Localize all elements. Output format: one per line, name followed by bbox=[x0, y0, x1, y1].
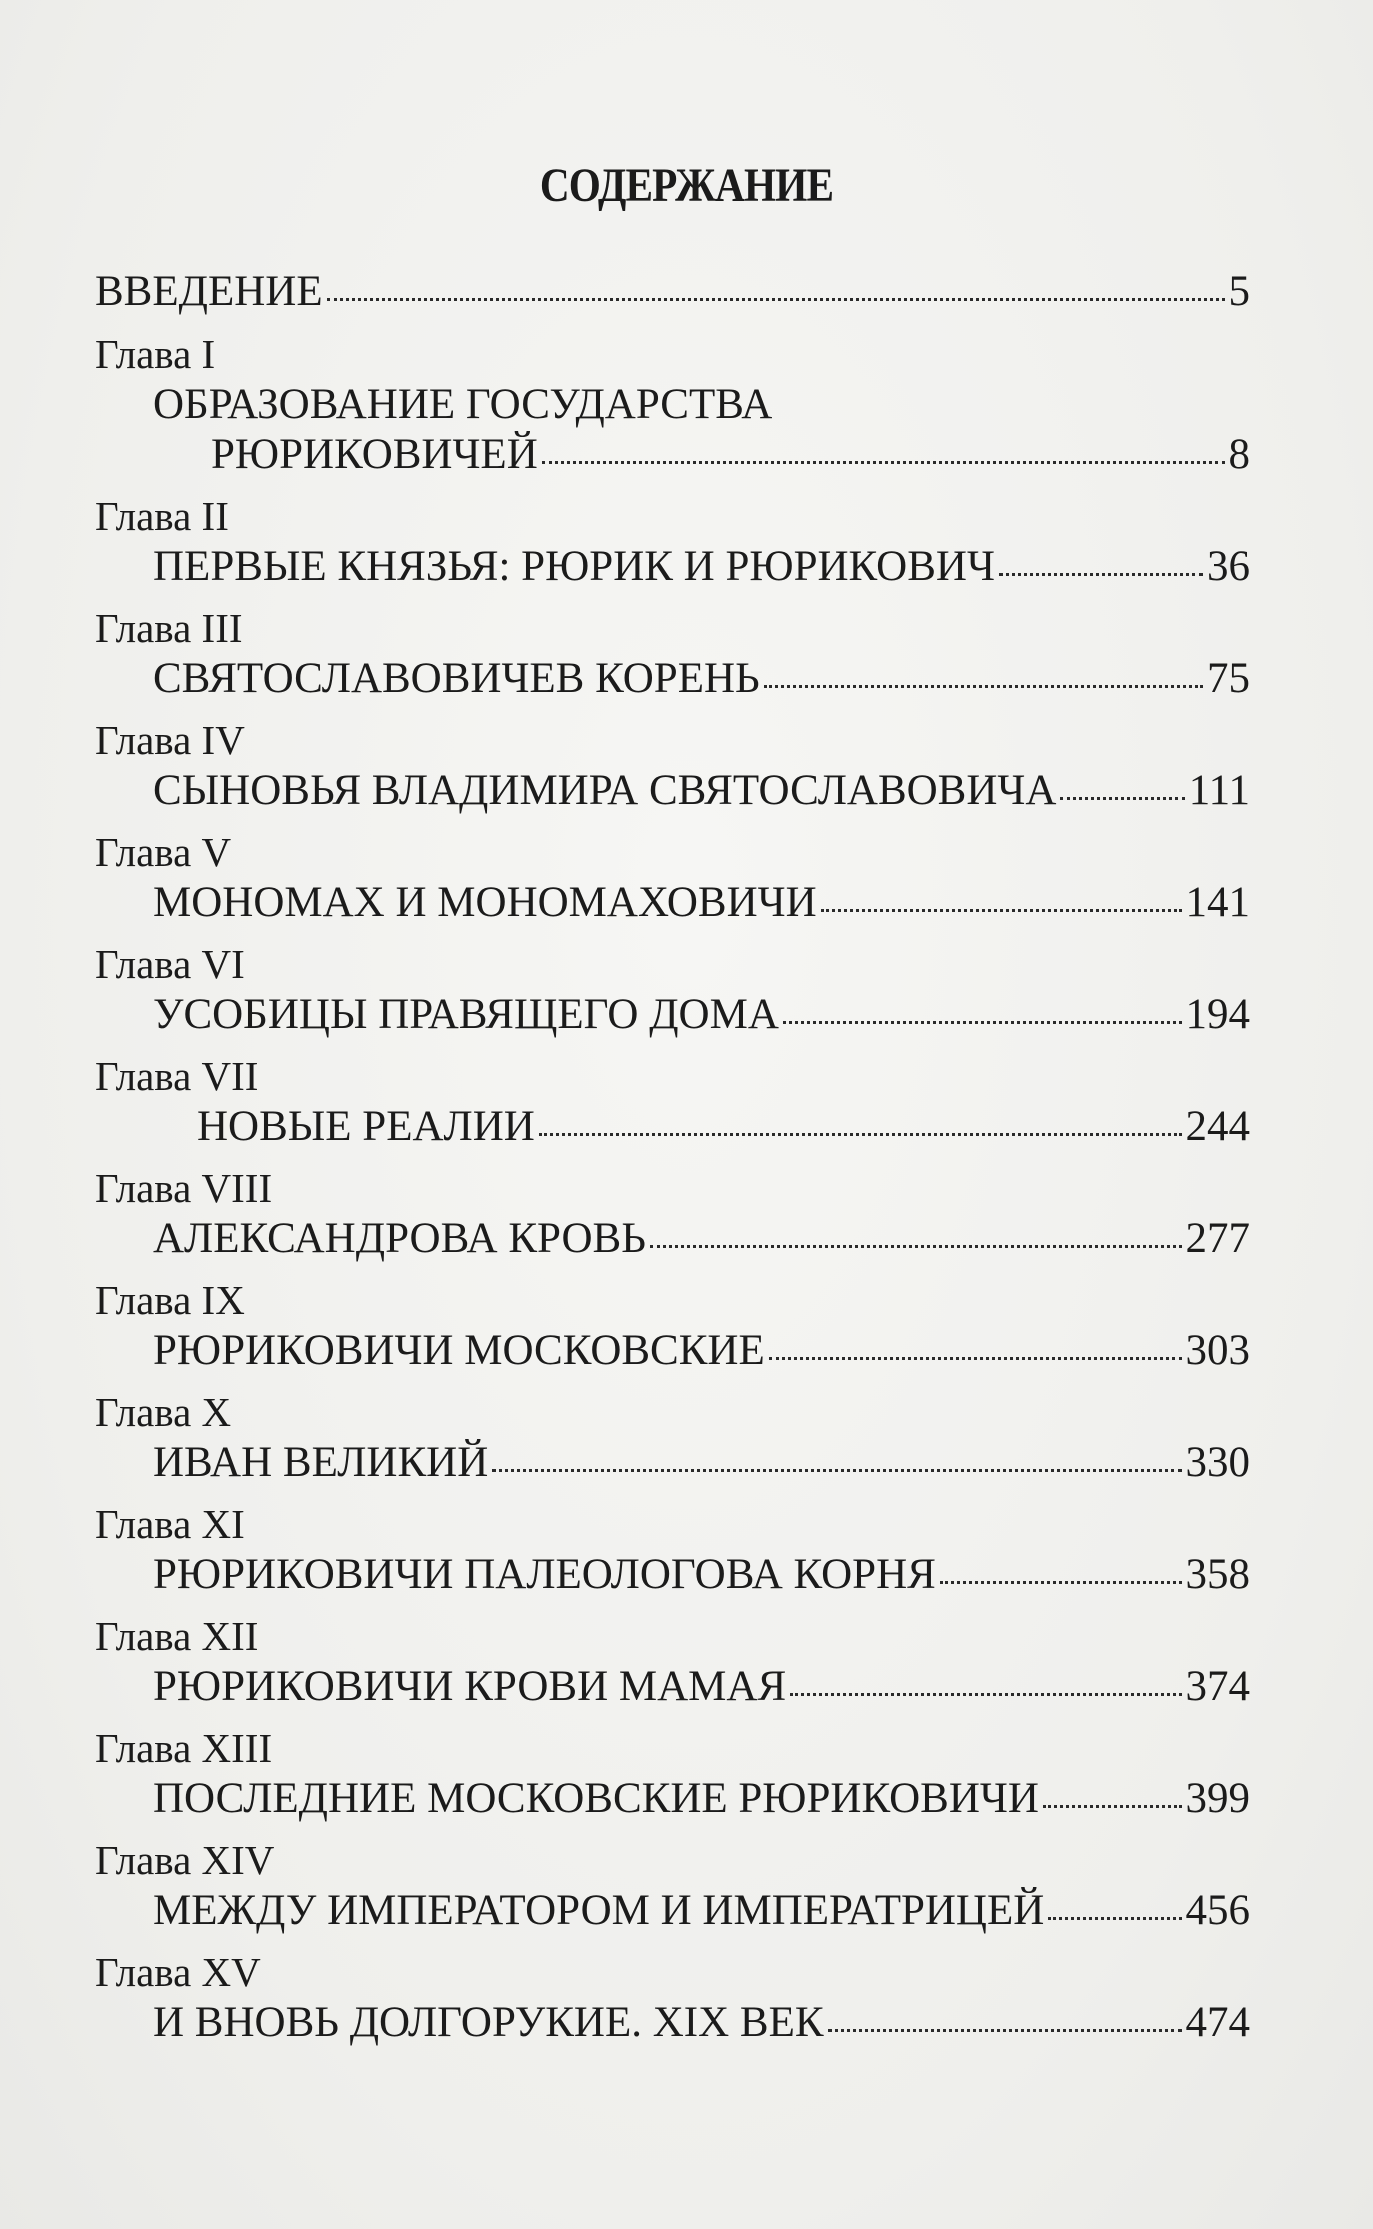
toc-page-number: 36 bbox=[1207, 543, 1250, 590]
toc-entry bbox=[153, 1217, 1250, 1260]
leader-dots bbox=[828, 2029, 1182, 2032]
chapter-label: Глава VIII bbox=[95, 1165, 273, 1211]
toc-entry bbox=[153, 1553, 1250, 1596]
toc-entry-title: МЕЖДУ ИМПЕРАТОРОМ И ИМПЕРАТРИЦЕЙ bbox=[153, 1887, 1045, 1934]
toc-entry bbox=[153, 657, 1250, 700]
leader-dots bbox=[764, 685, 1203, 688]
toc-entry bbox=[153, 1665, 1250, 1708]
toc-entry bbox=[153, 769, 1250, 812]
toc-entry-title: ВВЕДЕНИЕ bbox=[95, 268, 323, 315]
leader-dots bbox=[999, 573, 1203, 576]
toc-page-number: 111 bbox=[1188, 767, 1250, 814]
toc-entry-title: РЮРИКОВИЧИ ПАЛЕОЛОГОВА КОРНЯ bbox=[153, 1551, 936, 1598]
toc-entry-title: УСОБИЦЫ ПРАВЯЩЕГО ДОМА bbox=[153, 991, 779, 1038]
leader-dots bbox=[1048, 1917, 1181, 1920]
chapter-label: Глава XI bbox=[95, 1501, 245, 1547]
toc-page-number: 399 bbox=[1185, 1775, 1250, 1822]
chapter-label: Глава I bbox=[95, 331, 216, 377]
toc-entry-title: ИВАН ВЕЛИКИЙ bbox=[153, 1439, 489, 1486]
toc-page-number: 75 bbox=[1207, 655, 1250, 702]
chapter-label: Глава II bbox=[95, 493, 229, 539]
leader-dots bbox=[769, 1357, 1182, 1360]
toc-entry-title: РЮРИКОВИЧИ КРОВИ МАМАЯ bbox=[153, 1663, 787, 1710]
leader-dots bbox=[1060, 797, 1184, 800]
toc-entry-title: ПЕРВЫЕ КНЯЗЬЯ: РЮРИК И РЮРИКОВИЧ bbox=[153, 543, 995, 590]
leader-dots bbox=[539, 1133, 1182, 1136]
toc-page-number: 194 bbox=[1185, 991, 1250, 1038]
leader-dots bbox=[790, 1693, 1181, 1696]
toc-entry bbox=[211, 433, 1250, 476]
toc-page-number: 5 bbox=[1228, 268, 1250, 315]
toc-entry-title: РЮРИКОВИЧИ МОСКОВСКИЕ bbox=[153, 1327, 765, 1374]
leader-dots bbox=[783, 1021, 1182, 1024]
leader-dots bbox=[542, 461, 1225, 464]
chapter-label: Глава VI bbox=[95, 941, 245, 987]
toc-entry bbox=[153, 2001, 1250, 2044]
toc-entry-title: РЮРИКОВИЧЕЙ bbox=[211, 431, 538, 478]
toc-entry-title: АЛЕКСАНДРОВА КРОВЬ bbox=[153, 1215, 646, 1262]
leader-dots bbox=[1043, 1805, 1182, 1808]
toc-entry-title: СВЯТОСЛАВОВИЧЕВ КОРЕНЬ bbox=[153, 655, 760, 702]
leader-dots bbox=[940, 1581, 1182, 1584]
toc-entry bbox=[153, 1441, 1250, 1484]
chapter-label: Глава III bbox=[95, 605, 243, 651]
chapter-label: Глава VII bbox=[95, 1053, 259, 1099]
leader-dots bbox=[650, 1245, 1182, 1248]
chapter-label: Глава X bbox=[95, 1389, 232, 1435]
chapter-label: Глава IX bbox=[95, 1277, 245, 1323]
toc-page-number: 330 bbox=[1185, 1439, 1250, 1486]
toc-page-number: 244 bbox=[1185, 1103, 1250, 1150]
toc-entry bbox=[153, 1889, 1250, 1932]
chapter-label: Глава IV bbox=[95, 717, 245, 763]
toc-page-number: 277 bbox=[1185, 1215, 1250, 1262]
toc-entry-intro bbox=[95, 270, 1250, 313]
toc-page-number: 358 bbox=[1185, 1551, 1250, 1598]
toc-page-number: 474 bbox=[1185, 1999, 1250, 2046]
chapter-label: Глава XIII bbox=[95, 1725, 273, 1771]
leader-dots bbox=[492, 1469, 1181, 1472]
toc-page-number: 8 bbox=[1228, 431, 1250, 478]
toc-entry bbox=[153, 881, 1250, 924]
toc-entry-title: ОБРАЗОВАНИЕ ГОСУДАРСТВА bbox=[153, 381, 773, 428]
toc-page-number: 456 bbox=[1185, 1887, 1250, 1934]
toc-entry-title: МОНОМАХ И МОНОМАХОВИЧИ bbox=[153, 879, 817, 926]
chapter-label: Глава XII bbox=[95, 1613, 259, 1659]
toc-entry bbox=[153, 1777, 1250, 1820]
toc-entry bbox=[197, 1105, 1250, 1148]
toc-page-number: 303 bbox=[1185, 1327, 1250, 1374]
leader-dots bbox=[821, 909, 1182, 912]
toc-entry-title: СЫНОВЬЯ ВЛАДИМИРА СВЯТОСЛАВОВИЧА bbox=[153, 767, 1057, 814]
chapter-label: Глава XV bbox=[95, 1949, 261, 1995]
toc-entry bbox=[153, 545, 1250, 588]
toc-entry-title: И ВНОВЬ ДОЛГОРУКИЕ. XIX ВЕК bbox=[153, 1999, 824, 2046]
toc-entry bbox=[153, 993, 1250, 1036]
page-title: СОДЕРЖАНИЕ bbox=[539, 159, 834, 212]
toc-entry-title: ПОСЛЕДНИЕ МОСКОВСКИЕ РЮРИКОВИЧИ bbox=[153, 1775, 1039, 1822]
chapter-label: Глава V bbox=[95, 829, 232, 875]
toc-entry-title: НОВЫЕ РЕАЛИИ bbox=[197, 1103, 535, 1150]
chapter-label: Глава XIV bbox=[95, 1837, 275, 1883]
leader-dots bbox=[327, 298, 1225, 301]
toc-page-number: 374 bbox=[1185, 1663, 1250, 1710]
toc-page-number: 141 bbox=[1185, 879, 1250, 926]
toc-entry bbox=[153, 1329, 1250, 1372]
